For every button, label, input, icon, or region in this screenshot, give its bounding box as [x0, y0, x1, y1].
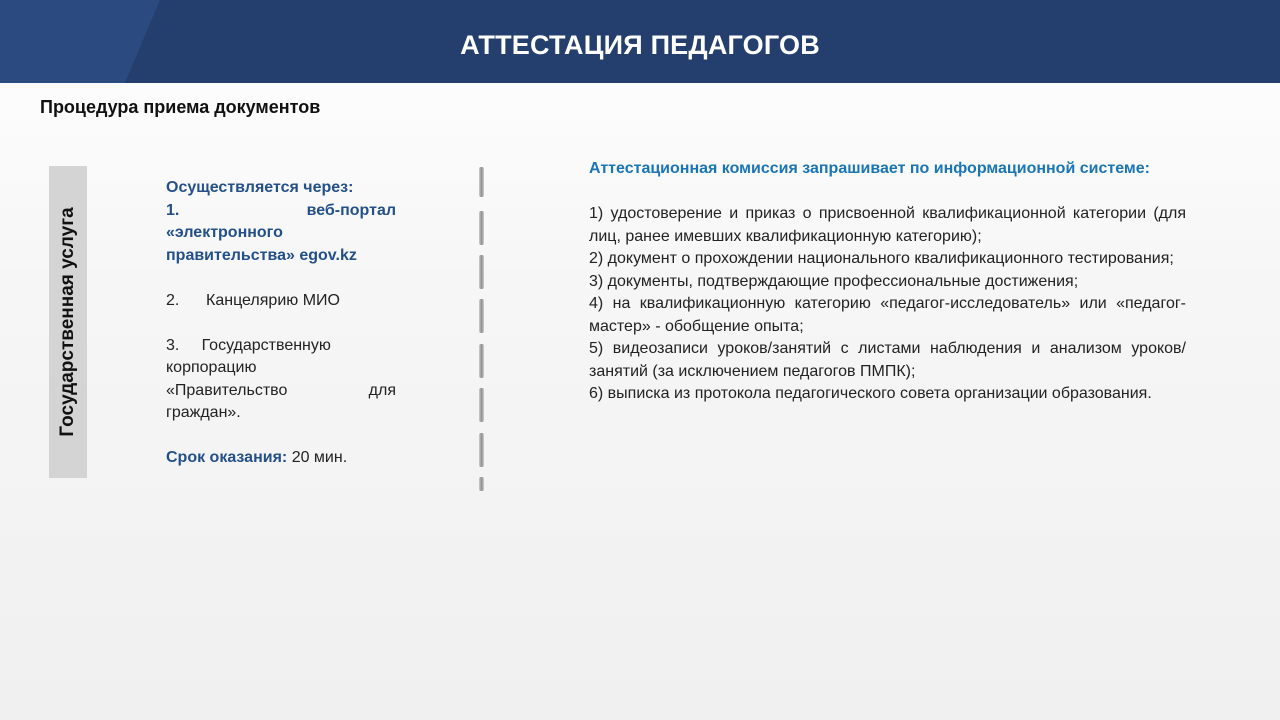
requirement-item-3: 3) документы, подтверждающие профессиональные достижения; — [589, 272, 1079, 290]
page-title: АТТЕСТАЦИЯ ПЕДАГОГОВ — [460, 30, 820, 60]
requirement-item-4: 4) на квалификационную категорию «педагог-исследователь» или «педагог-мастер» - обобщение опыта; — [589, 295, 1186, 335]
right-heading: Аттестационная комиссия запрашивает по информационной системе: — [589, 160, 1150, 177]
right-column — [589, 158, 1186, 406]
left-item-1 — [166, 200, 396, 268]
left-item-3-number: 3. — [166, 336, 180, 354]
left-item-3-line3: граждан». — [166, 404, 241, 421]
side-label-box — [49, 166, 87, 478]
service-term-value: 20 мин. — [291, 449, 348, 466]
left-item-1-number: 1. — [166, 201, 180, 219]
service-term-label: Срок оказания: — [166, 449, 288, 466]
left-item-3-line2: «Правительство для — [166, 381, 396, 399]
section-subtitle: Процедура приема документов — [40, 97, 321, 117]
left-item-2-text: Канцелярию МИО — [206, 291, 340, 309]
left-heading: Осуществляется через: — [166, 179, 354, 196]
left-item-2 — [166, 290, 396, 313]
left-item-3-line1: Государственную корпорацию — [166, 336, 331, 376]
left-item-2-number: 2. — [166, 291, 180, 309]
left-item-3 — [166, 335, 396, 380]
dashed-divider — [479, 167, 485, 492]
side-label-text: Государственная услуга — [57, 207, 78, 437]
service-term — [166, 447, 396, 470]
requirement-item-6: 6) выписка из протокола педагогического совета организации образования. — [589, 385, 1152, 402]
requirement-item-5: 5) видеозаписи уроков/занятий с листами наблюдения и анализом уроков/занятий (за исключением педагогов ПМПК); — [589, 340, 1186, 380]
left-item-1-text: веб-портал «электронного правительства» egov.kz — [166, 201, 396, 264]
requirement-item-2: 2) документ о прохождении национального квалификационного тестирования; — [589, 250, 1174, 267]
requirement-item-1: 1) удостоверение и приказ о присвоенной квалификационной категории (для лиц, ранее имевших квалификационную категорию); — [589, 205, 1186, 245]
left-column — [166, 177, 396, 470]
header-bar — [0, 0, 1280, 83]
